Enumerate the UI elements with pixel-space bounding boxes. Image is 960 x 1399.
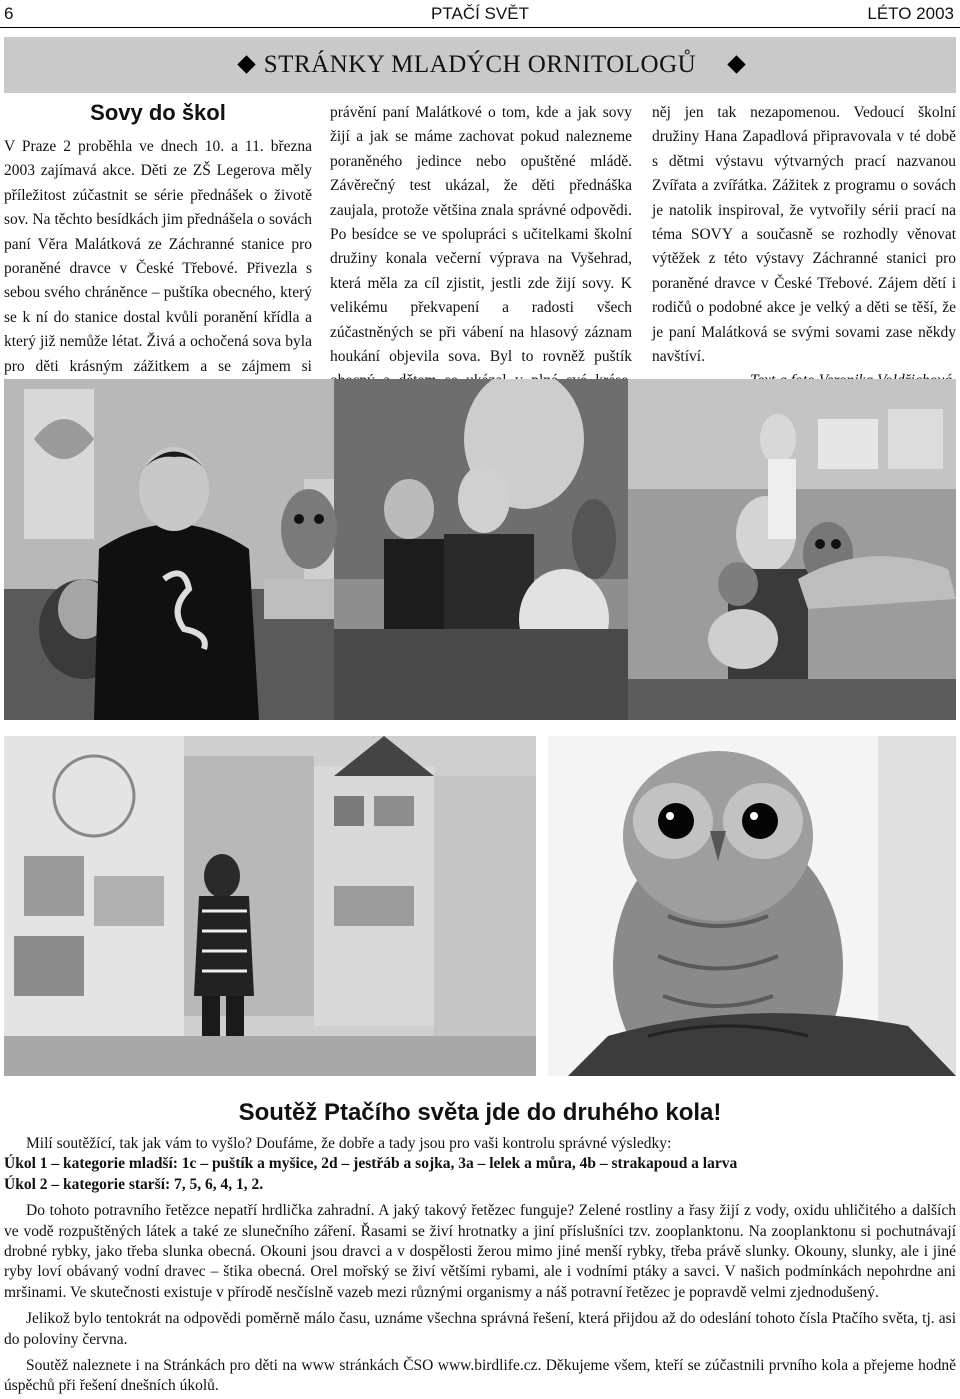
section-banner [4, 37, 956, 93]
article-text: právění paní Malátkové o tom, kde a jak sovy žijí a jak se máme zachovat pokud nalezneme poraněného jedince nebo opuštěné mládě. Závěrečný test ukázal, že děti přednáška zaujala, protože většina znala správné odpovědi. Po besídce se ve spolupráci s učitelkami školní družiny konala večerní výprava na Vyšehrad, která měla za cíl zjistit, jestli zde žijí sovy. K velikému překvapení a radosti všech zúčastněných se při vábení na hlasový záznam houkání objevila sova. Byl to rovněž puštík [330, 104, 632, 366]
page-header [0, 0, 960, 28]
contest-answer-1: Úkol 1 – kategorie mladší: 1c – puštík a myšice, 2d – jestřáb a sojka, 3a – lelek a můra, 4b – strakapoud a larva [4, 1155, 738, 1173]
header-rule [0, 27, 960, 28]
photo-children-reaching-owl [628, 379, 956, 720]
magazine-title: PTAČÍ SVĚT [431, 4, 529, 23]
contest-intro: Milí soutěžící, tak jak vám to vyšlo? Doufáme, že dobře a tady jsou pro vaši kontrolu správné výsledky: [26, 1135, 672, 1152]
article-title: Sovy do škol [90, 100, 226, 125]
page-number: 6 [4, 4, 14, 23]
contest-title: Soutěž Ptačího světa jde do druhého kola! [238, 1099, 722, 1126]
photo-exhibition-boy [4, 736, 536, 1076]
contest-answer-2: Úkol 2 – kategorie starší: 7, 5, 6, 4, 1, 2. [4, 1175, 264, 1193]
article-column-1 [4, 135, 312, 403]
section-title: STRÁNKY MLADÝCH ORNITOLOGŮ [263, 51, 697, 78]
article-text: něj jen tak nezapomenou. Vedoucí školní družiny Hana Zapadlová připravovala v té době s dětmi výstavu výtvarných prací nazvanou Zvířata a zvířátka. Zážitek z programu o sovách je natolik inspiroval, že vytvořily sérii prací na téma SOVY a současně se rozhodly věnovat výtěžek z této výstavy Záchranné stanici pro poraněné dravce v České Třebové. Zájem dětí i rodičů o podobné akce je velký a děti se těší, že je paní Malátková se svými sovami zase někdy navštíví. [652, 104, 956, 366]
photo-tawny-owl [548, 736, 956, 1076]
article-text: V Praze 2 proběhla ve dnech 10. a 11. března 2003 zajímavá akce. Děti ze ZŠ Legerova měly příležitost zúčastnit se série přednášek o životě sov. Na těchto besídkách jim přednášela o sovách paní Věra Malátková ze Záchranné stanice pro poraněné dravce v České Třebové. Přivezla s sebou svého chráněnce – puštíka obecného, který se k ní do stanice dostal kvůli poranění křídla a který již nemůže létat. Živá a ochočená sova byla pro děti krásným zážitkem a se zájmem si [4, 138, 312, 375]
photo-boy-with-owl [4, 379, 628, 720]
contest-paragraph: Soutěž naleznete i na Stránkách pro děti na www stránkách ČSO www.birdlife.cz. Děkujeme všem, kteří se zúčastnili prvního kola a přejeme hodně úspěchů při řešení dnešních úkolů. [4, 1357, 956, 1395]
article-column-2 [330, 101, 632, 418]
issue-label: LÉTO 2003 [867, 4, 954, 23]
contest-paragraph: Jelikož bylo tentokrát na odpovědi poměrně málo času, uznáme všechna správná řešení, která přijdou až do odeslání tohoto čísla Ptačího světa, tj. asi do poloviny června. [4, 1310, 956, 1348]
article-column-3 [652, 101, 956, 394]
contest-section [4, 1134, 956, 1397]
contest-paragraph: Do tohoto potravního řetězce nepatří hrdlička zahradní. A jaký takový řetězec funguje? Zelené rostliny a řasy žijí z vody, oxidu uhličitého a dalších ve vodě rozpuštěných látek a také ze slunečního záření. Řasami se živí hrotnatky a jiní příslušníci tzv. zooplanktonu. Na zooplanktonu si pochutnávají drobné rybky, jako třeba slunka obecná. Okouni jsou dravci a v dospělosti žerou mimo jiné menší rybky, třeba právě slunky. Okouny, slunky, ale i jiné ryby loví obávaný vodní dravec – štika obecná. Orel mořský se živí většími rybami, ale i vodními ptáky a savci. V našich podmínkách nepohrdne ani mršinami. Ve skutečnosti existuje v přírodě nesčíslně vazeb mezi různými organismy a náš potravní řetězec je popravdě velmi zjednodušený. [4, 1202, 956, 1301]
